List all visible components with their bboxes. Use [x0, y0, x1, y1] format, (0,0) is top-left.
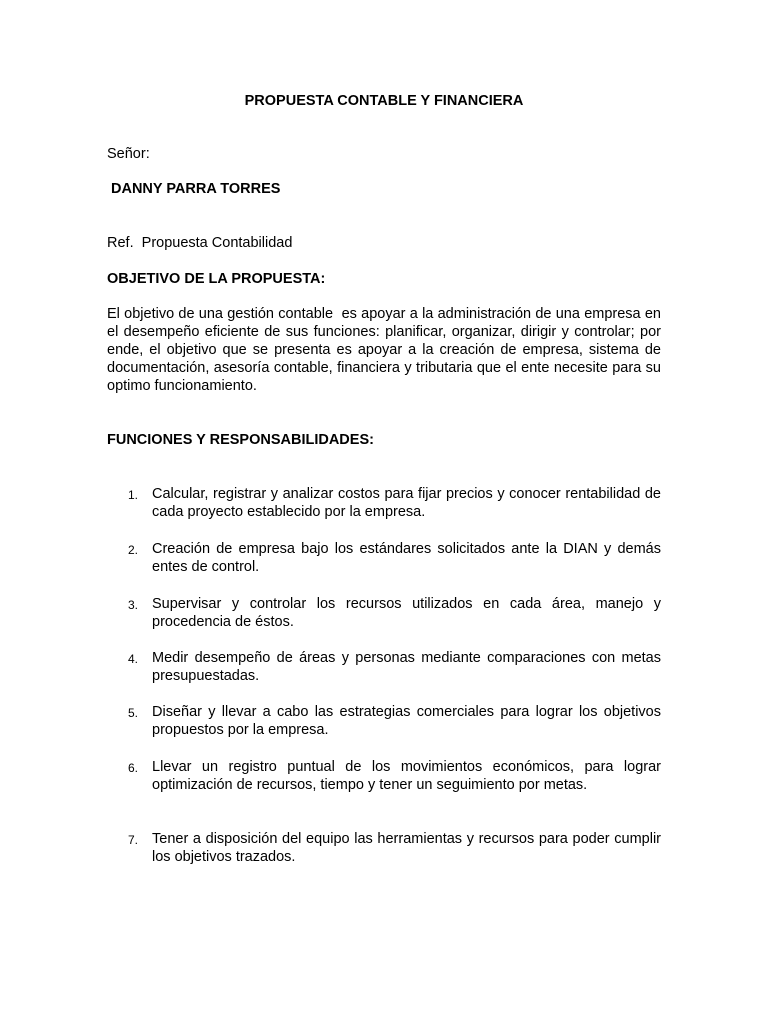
- list-item-number: 5.: [128, 706, 139, 720]
- reference-line: Ref. Propuesta Contabilidad: [107, 235, 293, 251]
- list-item-text: Creación de empresa bajo los estándares solicitados ante la DIAN y demás entes de control.: [152, 541, 661, 575]
- list-item-text: Diseñar y llevar a cabo las estrategias comerciales para lograr los objetivos propuestos por la empresa.: [152, 704, 661, 738]
- recipient-name: DANNY PARRA TORRES: [111, 181, 281, 197]
- objective-paragraph: El objetivo de una gestión contable es apoyar a la administración de una empresa en el desempeño eficiente de sus funciones: planificar, organizar, dirigir y controlar; por ende, el objetivo que se presenta es apoyar a la creación de empresa, sistema de documentación, asesoría contable, financiera y tributaria que el ente necesite para su optimo funcionamiento.: [107, 306, 666, 394]
- functions-heading: FUNCIONES Y RESPONSABILIDADES:: [107, 432, 374, 448]
- list-item-number: 6.: [128, 761, 139, 775]
- list-item-text: Medir desempeño de áreas y personas mediante comparaciones con metas presupuestadas.: [152, 650, 661, 684]
- list-item-text: Supervisar y controlar los recursos utilizados en cada área, manejo y procedencia de éstos.: [152, 596, 661, 630]
- list-item-number: 1.: [128, 488, 139, 502]
- list-item-number: 3.: [128, 598, 139, 612]
- list-item-text: Tener a disposición del equipo las herramientas y recursos para poder cumplir los objetivos trazados.: [152, 831, 661, 865]
- list-item-number: 2.: [128, 543, 139, 557]
- document-title: PROPUESTA CONTABLE Y FINANCIERA: [244, 93, 524, 109]
- list-item-text: Llevar un registro puntual de los movimientos económicos, para lograr optimización de recursos, tiempo y tener un seguimiento por metas.: [152, 759, 661, 793]
- salutation: Señor:: [107, 146, 150, 162]
- list-item-text: Calcular, registrar y analizar costos para fijar precios y conocer rentabilidad de cada proyecto establecido por la empresa.: [152, 486, 661, 520]
- list-item-number: 7.: [128, 833, 139, 847]
- list-item-number: 4.: [128, 652, 139, 666]
- objective-heading: OBJETIVO DE LA PROPUESTA:: [107, 271, 326, 287]
